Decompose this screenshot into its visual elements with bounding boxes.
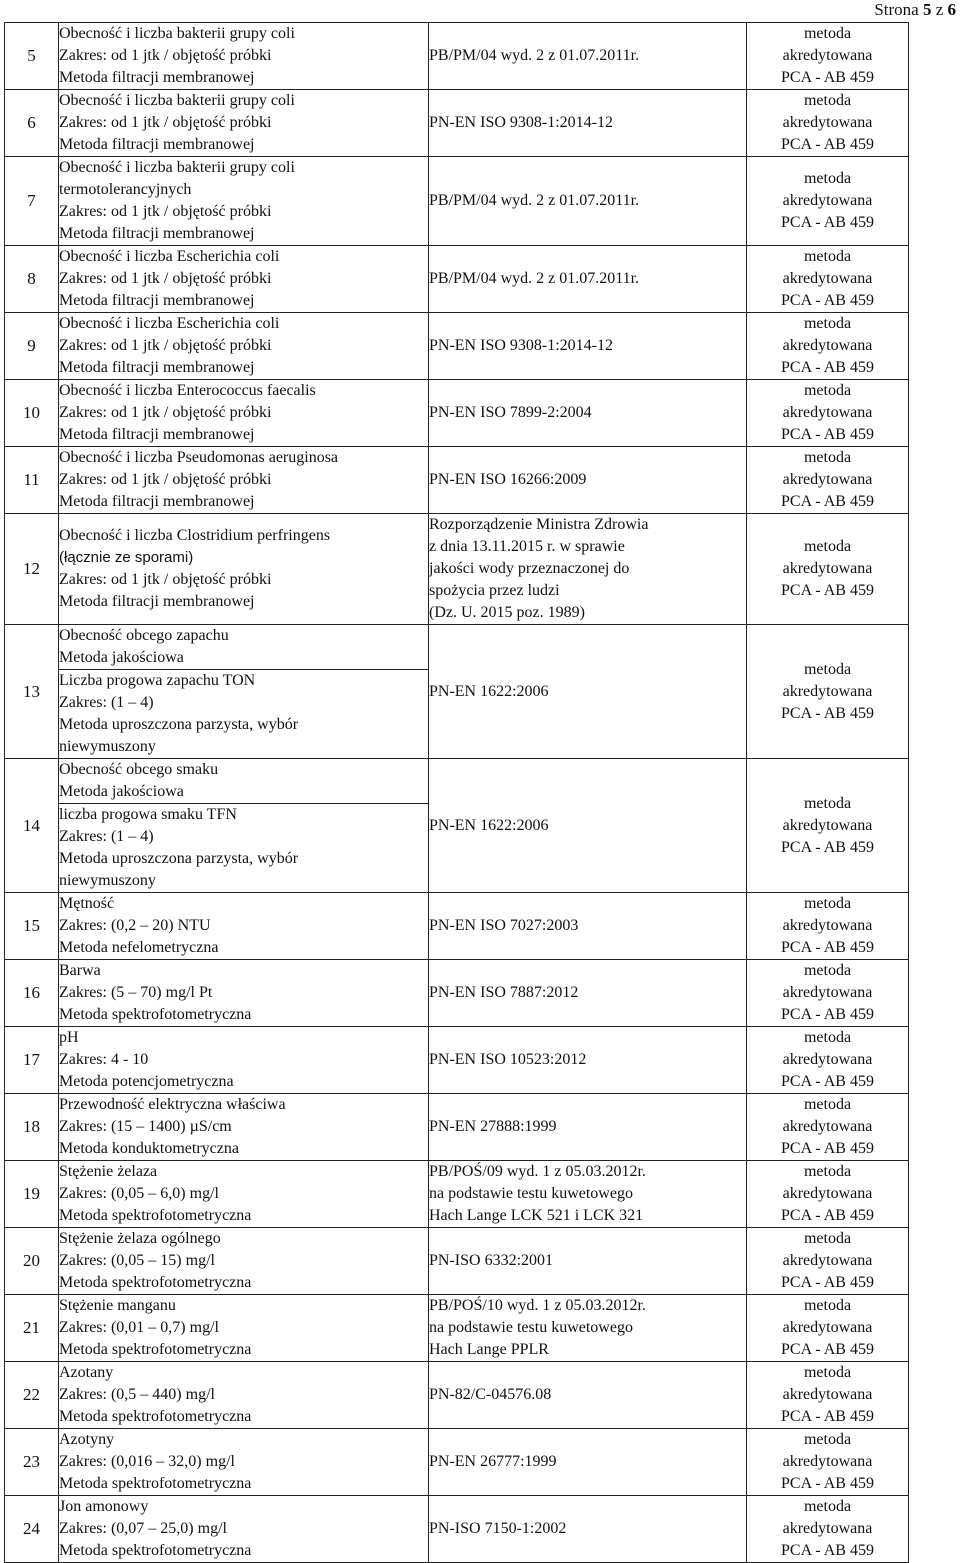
accreditation-status [747, 1295, 909, 1362]
test-description-line: Zakres: (0,01 – 0,7) mg/l [59, 1319, 219, 1336]
method-standard [429, 1295, 747, 1362]
accreditation-status-line: PCA - AB 459 [781, 1006, 874, 1023]
test-description-line: Obecność i liczba Pseudomonas aeruginosa [59, 449, 339, 466]
test-description-line: Zakres: (1 – 4) [59, 694, 154, 711]
page-label: Strona [874, 0, 919, 19]
accreditation-status [747, 380, 909, 447]
accreditation-status-line: PCA - AB 459 [781, 704, 874, 722]
test-description-line: Metoda uproszczona parzysta, wybór [59, 716, 299, 733]
method-standard [429, 1362, 747, 1429]
accreditation-status [747, 23, 909, 90]
row-number: 21 [5, 1295, 59, 1362]
accreditation-status-line: metoda [803, 449, 852, 466]
test-description-line: niewymuszony [59, 872, 156, 889]
table-row [5, 157, 909, 246]
accreditation-status-line: metoda [803, 92, 852, 109]
accreditation-status [747, 246, 909, 313]
table-row [5, 1362, 909, 1429]
accreditation-status-line: metoda [803, 538, 852, 555]
test-description-line: Metoda filtracji membranowej [59, 136, 255, 153]
method-standard-line: PB/PM/04 wyd. 2 z 01.07.2011r. [429, 192, 640, 209]
row-number: 16 [5, 960, 59, 1027]
accreditation-status-line: akredytowana [782, 1453, 873, 1470]
accreditation-status-line: PCA - AB 459 [781, 292, 874, 309]
method-standard [429, 625, 747, 759]
row-number: 24 [5, 1496, 59, 1563]
test-description-line: Metoda spektrofotometryczna [59, 1341, 252, 1358]
test-description-line: Metoda potencjometryczna [59, 1073, 234, 1090]
accreditation-status-line: akredytowana [782, 1386, 873, 1403]
accreditation-status [747, 514, 909, 625]
accreditation-status-line: akredytowana [782, 1252, 873, 1269]
test-description [59, 1429, 429, 1496]
row-number: 13 [5, 625, 59, 759]
test-description-line: (łącznie ze sporami) [59, 549, 194, 566]
method-standard-line: PN-EN ISO 9308-1:2014-12 [429, 337, 613, 354]
method-standard [429, 313, 747, 380]
test-description [59, 157, 429, 246]
table-row [5, 1295, 909, 1362]
accreditation-status-line: akredytowana [782, 404, 873, 421]
test-description-line: pH [59, 1029, 79, 1046]
test-description-line: Obecność i liczba Clostridium perfringens [59, 527, 331, 544]
method-standard [429, 23, 747, 90]
test-description-line: Metoda spektrofotometryczna [59, 1408, 252, 1425]
accreditation-status-line: akredytowana [782, 816, 873, 834]
methods-table [4, 22, 909, 1563]
accreditation-status-line: akredytowana [782, 1118, 873, 1135]
accreditation-status-line: akredytowana [782, 1520, 873, 1537]
row-number: 22 [5, 1362, 59, 1429]
row-number: 15 [5, 893, 59, 960]
method-standard-line: PN-EN 26777:1999 [429, 1453, 557, 1470]
test-description [59, 1094, 429, 1161]
method-standard-line: na podstawie testu kuwetowego [429, 1319, 633, 1336]
method-standard-line: Rozporządzenie Ministra Zdrowia [429, 516, 649, 533]
test-description-line: Zakres: od 1 jtk / objętość próbki [59, 114, 272, 131]
method-standard-line: z dnia 13.11.2015 r. w sprawie [429, 538, 625, 555]
accreditation-status-line: akredytowana [782, 471, 873, 488]
method-standard-line: PN-ISO 7150-1:2002 [429, 1520, 567, 1537]
test-description-line: Zakres: od 1 jtk / objętość próbki [59, 47, 272, 64]
method-standard [429, 1429, 747, 1496]
method-standard [429, 157, 747, 246]
table-row [5, 514, 909, 625]
accreditation-status-line: metoda [803, 382, 852, 399]
test-description-line: Zakres: (0,016 – 32,0) mg/l [59, 1453, 235, 1470]
accreditation-status-line: metoda [803, 248, 852, 265]
test-description-line: Obecność i liczba Enterococcus faecalis [59, 382, 316, 399]
accreditation-status-line: PCA - AB 459 [781, 214, 874, 231]
test-description [59, 1027, 429, 1094]
table-row [5, 625, 909, 759]
test-description-line: Metoda spektrofotometryczna [59, 1542, 252, 1559]
row-number: 20 [5, 1228, 59, 1295]
row-number: 8 [5, 246, 59, 313]
accreditation-status-line: metoda [803, 962, 852, 979]
method-standard [429, 1027, 747, 1094]
method-standard-line: PN-EN ISO 10523:2012 [429, 1051, 587, 1068]
method-standard-line: PB/PM/04 wyd. 2 z 01.07.2011r. [429, 270, 640, 287]
test-description-line: Metoda filtracji membranowej [59, 292, 255, 309]
test-description-line: Metoda jakościowa [59, 647, 429, 670]
test-description [59, 960, 429, 1027]
accreditation-status-line: PCA - AB 459 [781, 582, 874, 599]
test-description-line: Metoda filtracji membranowej [59, 69, 255, 86]
test-description-line: Obecność i liczba Escherichia coli [59, 315, 280, 332]
test-description [59, 246, 429, 313]
test-description-line: Liczba progowa zapachu TON [59, 672, 256, 689]
test-description-line: Zakres: od 1 jtk / objętość próbki [59, 337, 272, 354]
test-description [59, 313, 429, 380]
accreditation-status-line: metoda [803, 1431, 852, 1448]
accreditation-status-line: metoda [803, 1230, 852, 1247]
table-row [5, 1027, 909, 1094]
test-description-line: Zakres: od 1 jtk / objętość próbki [59, 471, 272, 488]
test-description-line: Metoda filtracji membranowej [59, 359, 255, 376]
accreditation-status-line: metoda [803, 1029, 852, 1046]
row-number: 6 [5, 90, 59, 157]
method-standard-line: Hach Lange LCK 521 i LCK 321 [429, 1207, 644, 1224]
accreditation-status-line: akredytowana [782, 917, 873, 934]
accreditation-status [747, 313, 909, 380]
method-standard [429, 447, 747, 514]
test-description-line: termotolerancyjnych [59, 181, 192, 198]
table-row [5, 246, 909, 313]
test-description [59, 514, 429, 625]
test-description-line: Metoda uproszczona parzysta, wybór [59, 850, 299, 867]
accreditation-status-line: metoda [803, 1498, 852, 1515]
test-description-line: Obecność i liczba bakterii grupy coli [59, 25, 295, 42]
test-description-line: liczba progowa smaku TFN [59, 806, 237, 823]
accreditation-status-line: PCA - AB 459 [781, 69, 874, 86]
test-description-line: Metoda jakościowa [59, 781, 429, 804]
accreditation-status-line: PCA - AB 459 [781, 939, 874, 956]
test-description-line: Metoda filtracji membranowej [59, 426, 255, 443]
test-description [59, 23, 429, 90]
method-standard [429, 960, 747, 1027]
table-row [5, 960, 909, 1027]
method-standard-line: PN-EN 27888:1999 [429, 1118, 557, 1135]
test-description-line: Stężenie żelaza [59, 1163, 158, 1180]
row-number: 10 [5, 380, 59, 447]
test-description-line: Azotyny [59, 1431, 115, 1448]
accreditation-status-line: akredytowana [782, 1185, 873, 1202]
method-standard-line: PN-EN 1622:2006 [429, 816, 549, 834]
method-standard-line: PN-EN ISO 7027:2003 [429, 917, 579, 934]
row-number: 23 [5, 1429, 59, 1496]
test-description-line: Obecność obcego zapachu [59, 627, 229, 644]
method-standard [429, 90, 747, 157]
table-row [5, 1094, 909, 1161]
accreditation-status-line: PCA - AB 459 [781, 1140, 874, 1157]
method-standard [429, 514, 747, 625]
accreditation-status-line: akredytowana [782, 984, 873, 1001]
method-standard-line: PN-ISO 6332:2001 [429, 1252, 554, 1269]
test-description [59, 893, 429, 960]
test-description-line: Stężenie manganu [59, 1297, 176, 1314]
test-description-line: Zakres: 4 - 10 [59, 1051, 149, 1068]
test-description-line: Zakres: (1 – 4) [59, 828, 154, 845]
accreditation-status-line: metoda [803, 794, 852, 812]
accreditation-status [747, 893, 909, 960]
row-number: 5 [5, 23, 59, 90]
accreditation-status-line: PCA - AB 459 [781, 1475, 874, 1492]
row-number: 19 [5, 1161, 59, 1228]
accreditation-status-line: metoda [803, 170, 852, 187]
table-row [5, 893, 909, 960]
test-description-line: Metoda filtracji membranowej [59, 593, 255, 610]
total-pages: 6 [947, 0, 956, 19]
accreditation-status-line: metoda [803, 1096, 852, 1113]
page-separator: z [935, 0, 944, 19]
table-row [5, 759, 909, 893]
accreditation-status [747, 90, 909, 157]
method-standard-line: Hach Lange PPLR [429, 1341, 549, 1358]
test-description-line: Metoda nefelometryczna [59, 939, 219, 956]
accreditation-status-line: metoda [803, 1364, 852, 1381]
accreditation-status-line: PCA - AB 459 [781, 1542, 874, 1559]
row-number: 9 [5, 313, 59, 380]
test-description-line: Zakres: (0,2 – 20) NTU [59, 917, 211, 934]
test-description-line: Obecność i liczba bakterii grupy coli [59, 92, 295, 109]
accreditation-status-line: akredytowana [782, 1319, 873, 1336]
method-standard-line: PN-82/C-04576.08 [429, 1386, 552, 1403]
test-description [59, 1295, 429, 1362]
row-number: 14 [5, 759, 59, 893]
method-standard-line: PB/PM/04 wyd. 2 z 01.07.2011r. [429, 47, 640, 64]
test-description [59, 1161, 429, 1228]
accreditation-status-line: PCA - AB 459 [781, 838, 874, 856]
method-standard [429, 380, 747, 447]
accreditation-status [747, 1094, 909, 1161]
accreditation-status [747, 1161, 909, 1228]
test-description [59, 90, 429, 157]
test-description-line: Azotany [59, 1364, 114, 1381]
test-description-line: Metoda spektrofotometryczna [59, 1475, 252, 1492]
test-description-line: Obecność obcego smaku [59, 761, 219, 778]
test-description-line: Zakres: (5 – 70) mg/l Pt [59, 984, 213, 1001]
test-description-line: Zakres: (0,05 – 6,0) mg/l [59, 1185, 219, 1202]
test-description [59, 1362, 429, 1429]
test-description-line: Jon amonowy [59, 1498, 149, 1515]
row-number: 18 [5, 1094, 59, 1161]
accreditation-status [747, 759, 909, 893]
method-standard [429, 1228, 747, 1295]
method-standard-line: jakości wody przeznaczonej do [429, 560, 630, 577]
accreditation-status-line: akredytowana [782, 1051, 873, 1068]
table-row [5, 1228, 909, 1295]
test-description-line: Zakres: (0,07 – 25,0) mg/l [59, 1520, 227, 1537]
method-standard-line: na podstawie testu kuwetowego [429, 1185, 633, 1202]
test-description-line: Barwa [59, 962, 101, 979]
test-description-line: Zakres: od 1 jtk / objętość próbki [59, 571, 272, 588]
accreditation-status-line: metoda [803, 1163, 852, 1180]
accreditation-status-line: PCA - AB 459 [781, 1073, 874, 1090]
accreditation-status-line: akredytowana [782, 114, 873, 131]
table-row [5, 313, 909, 380]
method-standard-line: PN-EN ISO 16266:2009 [429, 471, 587, 488]
test-description-line: Metoda filtracji membranowej [59, 493, 255, 510]
method-standard [429, 1094, 747, 1161]
method-standard [429, 759, 747, 893]
accreditation-status-line: PCA - AB 459 [781, 1274, 874, 1291]
test-description-line: Metoda spektrofotometryczna [59, 1207, 252, 1224]
accreditation-status-line: metoda [803, 660, 852, 678]
table-row [5, 447, 909, 514]
accreditation-status-line: PCA - AB 459 [781, 1408, 874, 1425]
method-standard-line: spożycia przez ludzi [429, 582, 560, 599]
test-description [59, 1228, 429, 1295]
accreditation-status-line: PCA - AB 459 [781, 136, 874, 153]
accreditation-status [747, 157, 909, 246]
test-description-line: Metoda spektrofotometryczna [59, 1006, 252, 1023]
accreditation-status [747, 1228, 909, 1295]
test-description-line: Przewodność elektryczna właściwa [59, 1096, 286, 1113]
method-standard [429, 893, 747, 960]
table-row [5, 1429, 909, 1496]
accreditation-status [747, 625, 909, 759]
accreditation-status-line: PCA - AB 459 [781, 1341, 874, 1358]
accreditation-status-line: metoda [803, 315, 852, 332]
test-description-line: Metoda konduktometryczna [59, 1140, 239, 1157]
accreditation-status-line: metoda [803, 895, 852, 912]
accreditation-status-line: PCA - AB 459 [781, 426, 874, 443]
test-description [59, 380, 429, 447]
test-description-line: niewymuszony [59, 738, 156, 755]
row-number: 12 [5, 514, 59, 625]
row-number: 11 [5, 447, 59, 514]
test-description-line: Zakres: od 1 jtk / objętość próbki [59, 270, 272, 287]
test-description-line: Metoda filtracji membranowej [59, 225, 255, 242]
accreditation-status [747, 1027, 909, 1094]
table-row [5, 1161, 909, 1228]
method-standard-line: PB/POŚ/10 wyd. 1 z 05.03.2012r. [429, 1297, 646, 1314]
test-description-line: Zakres: (15 – 1400) µS/cm [59, 1118, 232, 1135]
accreditation-status-line: akredytowana [782, 560, 873, 577]
accreditation-status-line: metoda [803, 25, 852, 42]
test-description [59, 759, 429, 893]
current-page: 5 [922, 0, 932, 19]
test-description [59, 1496, 429, 1563]
row-number: 17 [5, 1027, 59, 1094]
accreditation-status [747, 1496, 909, 1563]
table-row [5, 90, 909, 157]
test-description [59, 625, 429, 759]
table-row [5, 1496, 909, 1563]
method-standard [429, 1496, 747, 1563]
accreditation-status [747, 960, 909, 1027]
method-standard-line: PN-EN ISO 7887:2012 [429, 984, 579, 1001]
method-standard-line: (Dz. U. 2015 poz. 1989) [429, 604, 585, 621]
test-description-line: Obecność i liczba Escherichia coli [59, 248, 280, 265]
accreditation-status [747, 1429, 909, 1496]
table-row [5, 380, 909, 447]
accreditation-status-line: metoda [803, 1297, 852, 1314]
accreditation-status-line: akredytowana [782, 337, 873, 354]
method-standard-line: PN-EN ISO 7899-2:2004 [429, 404, 592, 421]
test-description-line: Stężenie żelaza ogólnego [59, 1230, 221, 1247]
accreditation-status [747, 447, 909, 514]
accreditation-status-line: PCA - AB 459 [781, 1207, 874, 1224]
test-description-line: Zakres: (0,5 – 440) mg/l [59, 1386, 215, 1403]
test-description-line: Obecność i liczba bakterii grupy coli [59, 159, 295, 176]
accreditation-status-line: PCA - AB 459 [781, 359, 874, 376]
accreditation-status-line: akredytowana [782, 270, 873, 287]
test-description-line: Zakres: od 1 jtk / objętość próbki [59, 203, 272, 220]
page-number-header [874, 0, 956, 20]
accreditation-status-line: akredytowana [782, 192, 873, 209]
test-description-line: Zakres: (0,05 – 15) mg/l [59, 1252, 215, 1269]
method-standard [429, 1161, 747, 1228]
method-standard-line: PN-EN ISO 9308-1:2014-12 [429, 114, 613, 131]
table-row [5, 23, 909, 90]
method-standard-line: PB/POŚ/09 wyd. 1 z 05.03.2012r. [429, 1163, 646, 1180]
test-description-line: Zakres: od 1 jtk / objętość próbki [59, 404, 272, 421]
accreditation-status-line: akredytowana [782, 682, 873, 700]
test-description-line: Metoda spektrofotometryczna [59, 1274, 252, 1291]
accreditation-status [747, 1362, 909, 1429]
method-standard [429, 246, 747, 313]
test-description [59, 447, 429, 514]
test-description-line: Mętność [59, 895, 115, 912]
row-number: 7 [5, 157, 59, 246]
method-standard-line: PN-EN 1622:2006 [429, 682, 549, 700]
accreditation-status-line: PCA - AB 459 [781, 493, 874, 510]
methods-table-body [5, 23, 909, 1563]
accreditation-status-line: akredytowana [782, 47, 873, 64]
